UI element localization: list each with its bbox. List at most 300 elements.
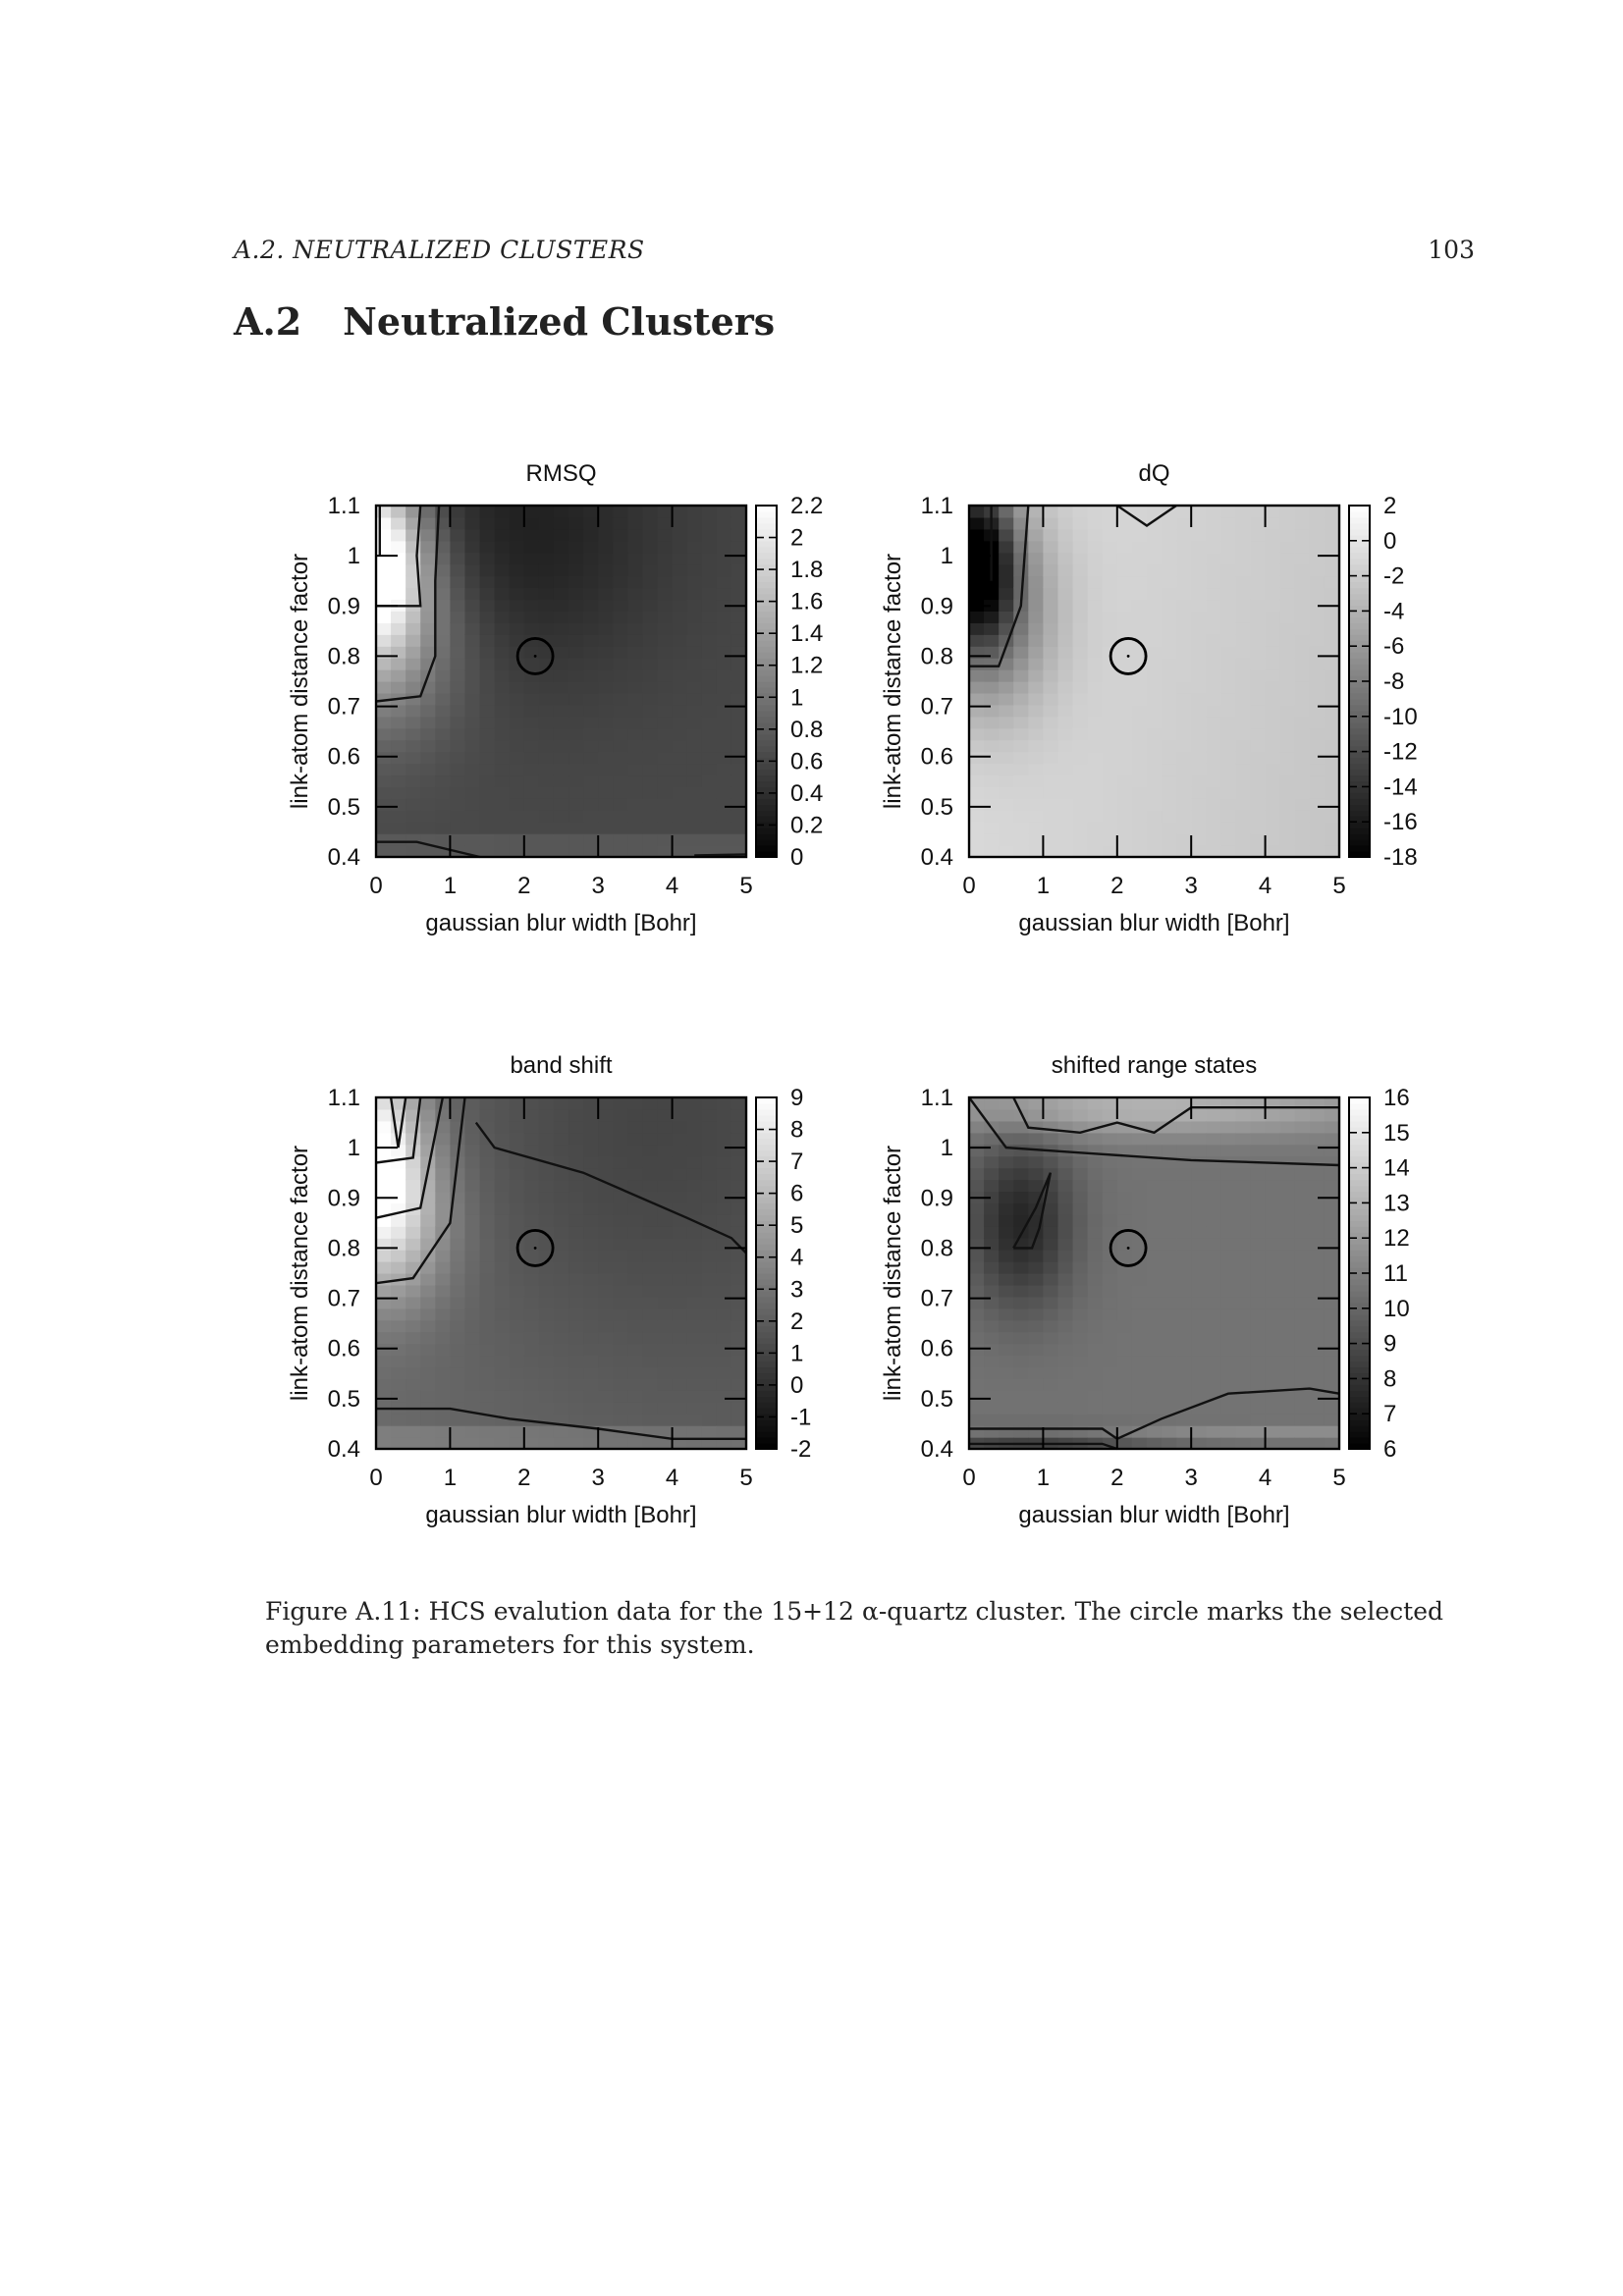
heatmap-cell (731, 1402, 747, 1415)
heatmap-cell (464, 1332, 480, 1345)
x-tick-label: 2 (517, 873, 531, 899)
heatmap-cell (1191, 1191, 1207, 1203)
heatmap-cell (687, 752, 703, 765)
colorbar-cell (1349, 1273, 1370, 1280)
heatmap-cell (658, 1238, 674, 1251)
heatmap-cell (1117, 728, 1133, 741)
heatmap-cell (731, 1121, 747, 1134)
heatmap-cell (1266, 1250, 1281, 1262)
heatmap-cell (1235, 798, 1251, 811)
heatmap-cell (1028, 810, 1044, 823)
heatmap-cell (702, 634, 718, 647)
colorbar-cell (756, 780, 777, 787)
heatmap-cell (1235, 1344, 1251, 1357)
heatmap-cell (524, 1121, 540, 1134)
heatmap-cell (450, 611, 465, 623)
heatmap-cell (673, 1191, 688, 1203)
heatmap-cell (642, 588, 658, 601)
heatmap-cell (1117, 1109, 1133, 1122)
heatmap-cell (1057, 1156, 1073, 1169)
heatmap-cell (642, 752, 658, 765)
heatmap-cell (406, 1226, 421, 1239)
colorbar-tick-label: 0 (790, 844, 804, 871)
heatmap-cell (1251, 1226, 1267, 1239)
heatmap-cell (464, 1109, 480, 1122)
colorbar-cell (756, 640, 777, 647)
heatmap-cell (1103, 1191, 1118, 1203)
heatmap-cell (1057, 1238, 1073, 1251)
heatmap-cell (613, 517, 628, 530)
heatmap-cell (1073, 1366, 1089, 1379)
heatmap-cell (391, 1378, 406, 1391)
heatmap-cell (687, 822, 703, 834)
heatmap-cell (391, 669, 406, 682)
heatmap-cell (1310, 810, 1325, 823)
heatmap-cell (1147, 553, 1163, 565)
heatmap-cell (1235, 1320, 1251, 1333)
heatmap-cell (613, 752, 628, 765)
heatmap-cell (1103, 1273, 1118, 1286)
heatmap-cell (450, 798, 465, 811)
heatmap-cell (450, 1378, 465, 1391)
colorbar-cell (1349, 669, 1370, 676)
heatmap-cell (1013, 717, 1029, 729)
heatmap-cell (969, 634, 985, 647)
heatmap-cell (984, 1202, 1000, 1215)
heatmap-cell (1295, 1344, 1311, 1357)
heatmap-cell (583, 646, 599, 659)
heatmap-cell (495, 1356, 511, 1368)
heatmap-cell (1028, 693, 1044, 706)
heatmap-cell (1251, 1202, 1267, 1215)
heatmap-cell (568, 1121, 584, 1134)
colorbar-cell (1349, 622, 1370, 629)
heatmap-cell (613, 1238, 628, 1251)
colorbar-cell (756, 1431, 777, 1438)
heatmap-cell (1103, 1378, 1118, 1391)
heatmap-cell (554, 1214, 569, 1227)
heatmap-cell (1043, 1285, 1058, 1298)
colorbar-tick-label: 6 (790, 1180, 804, 1207)
heatmap-cell (464, 634, 480, 647)
heatmap-cell (1235, 1414, 1251, 1426)
heatmap-cell (568, 1402, 584, 1415)
heatmap-cell (391, 1168, 406, 1181)
heatmap-cell (1088, 517, 1104, 530)
heatmap-cell (1132, 774, 1148, 787)
heatmap-cell (1266, 717, 1281, 729)
heatmap-cell (510, 611, 525, 623)
heatmap-cell (598, 1308, 614, 1321)
heatmap-cell (1013, 764, 1029, 776)
heatmap-cell (999, 611, 1014, 623)
heatmap-cell (480, 1214, 496, 1227)
colorbar-tick-label: -1 (790, 1404, 812, 1431)
colorbar-tick-label: 8 (790, 1116, 804, 1144)
heatmap-cell (673, 752, 688, 765)
heatmap-cell (999, 764, 1014, 776)
heatmap-cell (1162, 786, 1177, 799)
heatmap-cell (1295, 1168, 1311, 1181)
heatmap-cell (406, 693, 421, 706)
heatmap-cell (1117, 1320, 1133, 1333)
heatmap-cell (1057, 576, 1073, 589)
heatmap-cell (1191, 658, 1207, 670)
heatmap-cell (450, 1273, 465, 1286)
heatmap-cell (554, 1226, 569, 1239)
heatmap-cell (406, 1344, 421, 1357)
heatmap-cell (984, 717, 1000, 729)
heatmap-cell (717, 622, 732, 635)
heatmap-cell (1191, 740, 1207, 753)
heatmap-cell (1057, 717, 1073, 729)
colorbar-cell (1349, 1419, 1370, 1426)
heatmap-cell (583, 1390, 599, 1403)
heatmap-cell (1206, 611, 1221, 623)
heatmap-cell (613, 658, 628, 670)
heatmap-cell (1043, 1390, 1058, 1403)
heatmap-cell (1028, 658, 1044, 670)
heatmap-cell (1057, 1214, 1073, 1227)
colorbar-cell (756, 588, 777, 595)
heatmap-cell (658, 1308, 674, 1321)
heatmap-cell (717, 1402, 732, 1415)
heatmap-cell (658, 611, 674, 623)
heatmap-cell (568, 752, 584, 765)
colorbar-tick-label: 8 (1383, 1365, 1397, 1393)
heatmap-cell (420, 810, 436, 823)
heatmap-cell (420, 1214, 436, 1227)
heatmap-cell (464, 1425, 480, 1438)
heatmap-cell (539, 1402, 555, 1415)
heatmap-cell (598, 833, 614, 846)
heatmap-cell (984, 1378, 1000, 1391)
heatmap-cell (1295, 1414, 1311, 1426)
heatmap-cell (1206, 658, 1221, 670)
heatmap-cell (1235, 1356, 1251, 1368)
heatmap-cell (1295, 634, 1311, 647)
colorbar-cell (1349, 740, 1370, 747)
heatmap-cell (524, 576, 540, 589)
heatmap-cell (1013, 622, 1029, 635)
heatmap-cell (495, 717, 511, 729)
heatmap-cell (1251, 1344, 1267, 1357)
heatmap-cell (627, 1156, 643, 1169)
heatmap-cell (524, 646, 540, 659)
heatmap-cell (1073, 1250, 1089, 1262)
heatmap-cell (420, 1390, 436, 1403)
heatmap-cell (1162, 810, 1177, 823)
heatmap-cell (1088, 1202, 1104, 1215)
heatmap-cell (1251, 1250, 1267, 1262)
heatmap-cell (1132, 1297, 1148, 1309)
heatmap-cell (1162, 728, 1177, 741)
heatmap-cell (1295, 1156, 1311, 1169)
heatmap-cell (999, 553, 1014, 565)
heatmap-cell (1073, 517, 1089, 530)
colorbar-tick-label: 1.2 (790, 652, 824, 679)
colorbar-cell (756, 652, 777, 659)
heatmap-cell (658, 669, 674, 682)
heatmap-cell (1176, 1180, 1192, 1193)
heatmap-cell (1176, 705, 1192, 718)
heatmap-cell (376, 1425, 392, 1438)
heatmap-cell (510, 752, 525, 765)
heatmap-cell (450, 833, 465, 846)
heatmap-cell (613, 599, 628, 612)
heatmap-cell (435, 822, 451, 834)
heatmap-cell (1310, 576, 1325, 589)
heatmap-cell (969, 845, 985, 858)
heatmap-cell (1266, 1168, 1281, 1181)
heatmap-cell (406, 728, 421, 741)
heatmap-cell (658, 822, 674, 834)
x-tick-label: 0 (962, 1465, 976, 1491)
heatmap-cell (450, 669, 465, 682)
heatmap-cell (510, 1109, 525, 1122)
heatmap-cell (1176, 669, 1192, 682)
heatmap-cell (1088, 1285, 1104, 1298)
heatmap-cell (1147, 810, 1163, 823)
heatmap-cell (524, 786, 540, 799)
heatmap-cell (1176, 717, 1192, 729)
heatmap-cell (1132, 1414, 1148, 1426)
heatmap-cell (495, 1332, 511, 1345)
heatmap-cell (1147, 1168, 1163, 1181)
heatmap-cell (687, 774, 703, 787)
heatmap-cell (731, 1378, 747, 1391)
heatmap-cell (583, 506, 599, 518)
colorbar-tick-label: -10 (1383, 703, 1418, 730)
heatmap-cell (673, 1097, 688, 1110)
heatmap-cell (717, 1202, 732, 1215)
y-tick-label: 0.8 (327, 1235, 360, 1262)
heatmap-cell (1310, 1390, 1325, 1403)
heatmap-cell (510, 705, 525, 718)
y-tick-label: 0.5 (920, 793, 953, 821)
heatmap-cell (627, 1320, 643, 1333)
heatmap-cell (1191, 669, 1207, 682)
heatmap-cell (524, 693, 540, 706)
heatmap-cell (1117, 576, 1133, 589)
colorbar-cell (756, 1326, 777, 1333)
heatmap-cell (731, 634, 747, 647)
heatmap-cell (642, 1366, 658, 1379)
colorbar-cell (1349, 1103, 1370, 1110)
heatmap-cell (583, 658, 599, 670)
heatmap-cell (673, 1180, 688, 1193)
heatmap-cell (495, 1390, 511, 1403)
heatmap-cell (999, 1238, 1014, 1251)
heatmap-cell (583, 611, 599, 623)
heatmap-cell (673, 1285, 688, 1298)
heatmap-cell (376, 576, 392, 589)
heatmap-cell (1043, 553, 1058, 565)
heatmap-cell (1325, 1109, 1340, 1122)
heatmap-cell (1043, 1308, 1058, 1321)
heatmap-cell (450, 517, 465, 530)
heatmap-cell (554, 1402, 569, 1415)
heatmap-cell (673, 1238, 688, 1251)
heatmap-cell (1132, 1133, 1148, 1146)
heatmap-cell (1132, 681, 1148, 694)
heatmap-cell (1251, 1297, 1267, 1309)
heatmap-cell (480, 564, 496, 577)
heatmap-cell (613, 588, 628, 601)
heatmap-cell (568, 1202, 584, 1215)
heatmap-cell (495, 1402, 511, 1415)
heatmap-cell (1028, 1180, 1044, 1193)
heatmap-cell (1103, 1414, 1118, 1426)
heatmap-cell (1043, 752, 1058, 765)
heatmap-cell (1176, 1378, 1192, 1391)
heatmap-cell (658, 845, 674, 858)
heatmap-cell (554, 576, 569, 589)
heatmap-cell (435, 1202, 451, 1215)
heatmap-cell (598, 1285, 614, 1298)
heatmap-cell (464, 1097, 480, 1110)
heatmap-cell (524, 529, 540, 542)
y-tick-label: 0.9 (327, 593, 360, 620)
heatmap-cell (1147, 1402, 1163, 1415)
heatmap-cell (1147, 1378, 1163, 1391)
heatmap-cell (1132, 1332, 1148, 1345)
heatmap-cell (969, 810, 985, 823)
heatmap-cell (524, 599, 540, 612)
heatmap-cell (495, 611, 511, 623)
heatmap-cell (1028, 1344, 1044, 1357)
heatmap-cell (480, 576, 496, 589)
heatmap-cell (598, 611, 614, 623)
heatmap-cell (1325, 1273, 1340, 1286)
heatmap-cell (627, 1133, 643, 1146)
heatmap-cell (1088, 1366, 1104, 1379)
heatmap-cell (583, 1238, 599, 1251)
heatmap-cell (1132, 588, 1148, 601)
heatmap-cell (1251, 693, 1267, 706)
heatmap-cell (627, 1250, 643, 1262)
heatmap-cell (1206, 564, 1221, 577)
heatmap-cell (1013, 1261, 1029, 1274)
heatmap-cell (495, 1168, 511, 1181)
colorbar-tick-label: 9 (790, 1085, 804, 1111)
heatmap-cell (1043, 1332, 1058, 1345)
heatmap-cell (539, 541, 555, 554)
colorbar-cell (756, 1372, 777, 1379)
colorbar-cell (1349, 1255, 1370, 1262)
heatmap-cell (406, 764, 421, 776)
heatmap-cell (1162, 658, 1177, 670)
heatmap-cell (391, 576, 406, 589)
heatmap-cell (510, 1437, 525, 1450)
heatmap-cell (1206, 1214, 1221, 1227)
heatmap-cell (1176, 774, 1192, 787)
heatmap-cell (495, 705, 511, 718)
heatmap-cell (969, 1156, 985, 1169)
heatmap-cell (1117, 517, 1133, 530)
heatmap-cell (1235, 717, 1251, 729)
heatmap-cell (613, 1356, 628, 1368)
heatmap-cell (539, 1390, 555, 1403)
heatmap-cell (969, 622, 985, 635)
heatmap-cell (480, 1168, 496, 1181)
heatmap-cell (583, 1250, 599, 1262)
heatmap-cell (731, 810, 747, 823)
heatmap-cell (1206, 833, 1221, 846)
heatmap-cell (999, 564, 1014, 577)
heatmap-cell (658, 564, 674, 577)
heatmap-cell (568, 541, 584, 554)
colorbar-cell (1349, 693, 1370, 700)
heatmap-cell (524, 1425, 540, 1438)
heatmap-cell (658, 1390, 674, 1403)
heatmap-cell (406, 1214, 421, 1227)
heatmap-cell (510, 1097, 525, 1110)
heatmap-cell (627, 622, 643, 635)
heatmap-cell (1251, 1402, 1267, 1415)
heatmap-cell (1266, 529, 1281, 542)
heatmap-cell (583, 1191, 599, 1203)
heatmap-cell (1295, 1425, 1311, 1438)
heatmap-cell (1266, 1261, 1281, 1274)
colorbar-cell (756, 764, 777, 771)
colorbar-cell (756, 746, 777, 753)
colorbar-cell (756, 646, 777, 653)
heatmap-cell (376, 774, 392, 787)
heatmap-cell (1117, 693, 1133, 706)
heatmap-cell (687, 1378, 703, 1391)
heatmap-cell (1280, 717, 1296, 729)
heatmap-cell (717, 1378, 732, 1391)
heatmap-cell (642, 705, 658, 718)
heatmap-cell (598, 1320, 614, 1333)
heatmap-cell (1088, 506, 1104, 518)
heatmap-cell (568, 634, 584, 647)
selection-dot (1127, 655, 1130, 658)
heatmap-cell (510, 1121, 525, 1134)
heatmap-cell (1280, 1180, 1296, 1193)
heatmap-cell (510, 541, 525, 554)
heatmap-cell (480, 705, 496, 718)
heatmap-cell (1235, 1378, 1251, 1391)
heatmap-cell (480, 1402, 496, 1415)
heatmap-cell (1088, 1273, 1104, 1286)
heatmap-cell (1220, 1109, 1236, 1122)
colorbar-cell (756, 611, 777, 617)
heatmap-cell (1191, 717, 1207, 729)
heatmap-cell (464, 681, 480, 694)
heatmap-cell (717, 1332, 732, 1345)
heatmap-cell (1220, 1356, 1236, 1368)
colorbar-cell (1349, 1396, 1370, 1403)
colorbar-cell (756, 734, 777, 741)
heatmap-cell (1325, 1285, 1340, 1298)
heatmap-cell (1206, 1356, 1221, 1368)
heatmap-cell (1266, 634, 1281, 647)
heatmap-cell (673, 1156, 688, 1169)
heatmap-cell (583, 845, 599, 858)
heatmap-cell (406, 833, 421, 846)
heatmap-cell (420, 764, 436, 776)
heatmap-cell (969, 764, 985, 776)
heatmap-cell (613, 506, 628, 518)
heatmap-cell (627, 752, 643, 765)
heatmap-cell (554, 1145, 569, 1157)
heatmap-cell (583, 541, 599, 554)
heatmap-cell (554, 717, 569, 729)
heatmap-cell (1117, 740, 1133, 753)
heatmap-cell (969, 1202, 985, 1215)
